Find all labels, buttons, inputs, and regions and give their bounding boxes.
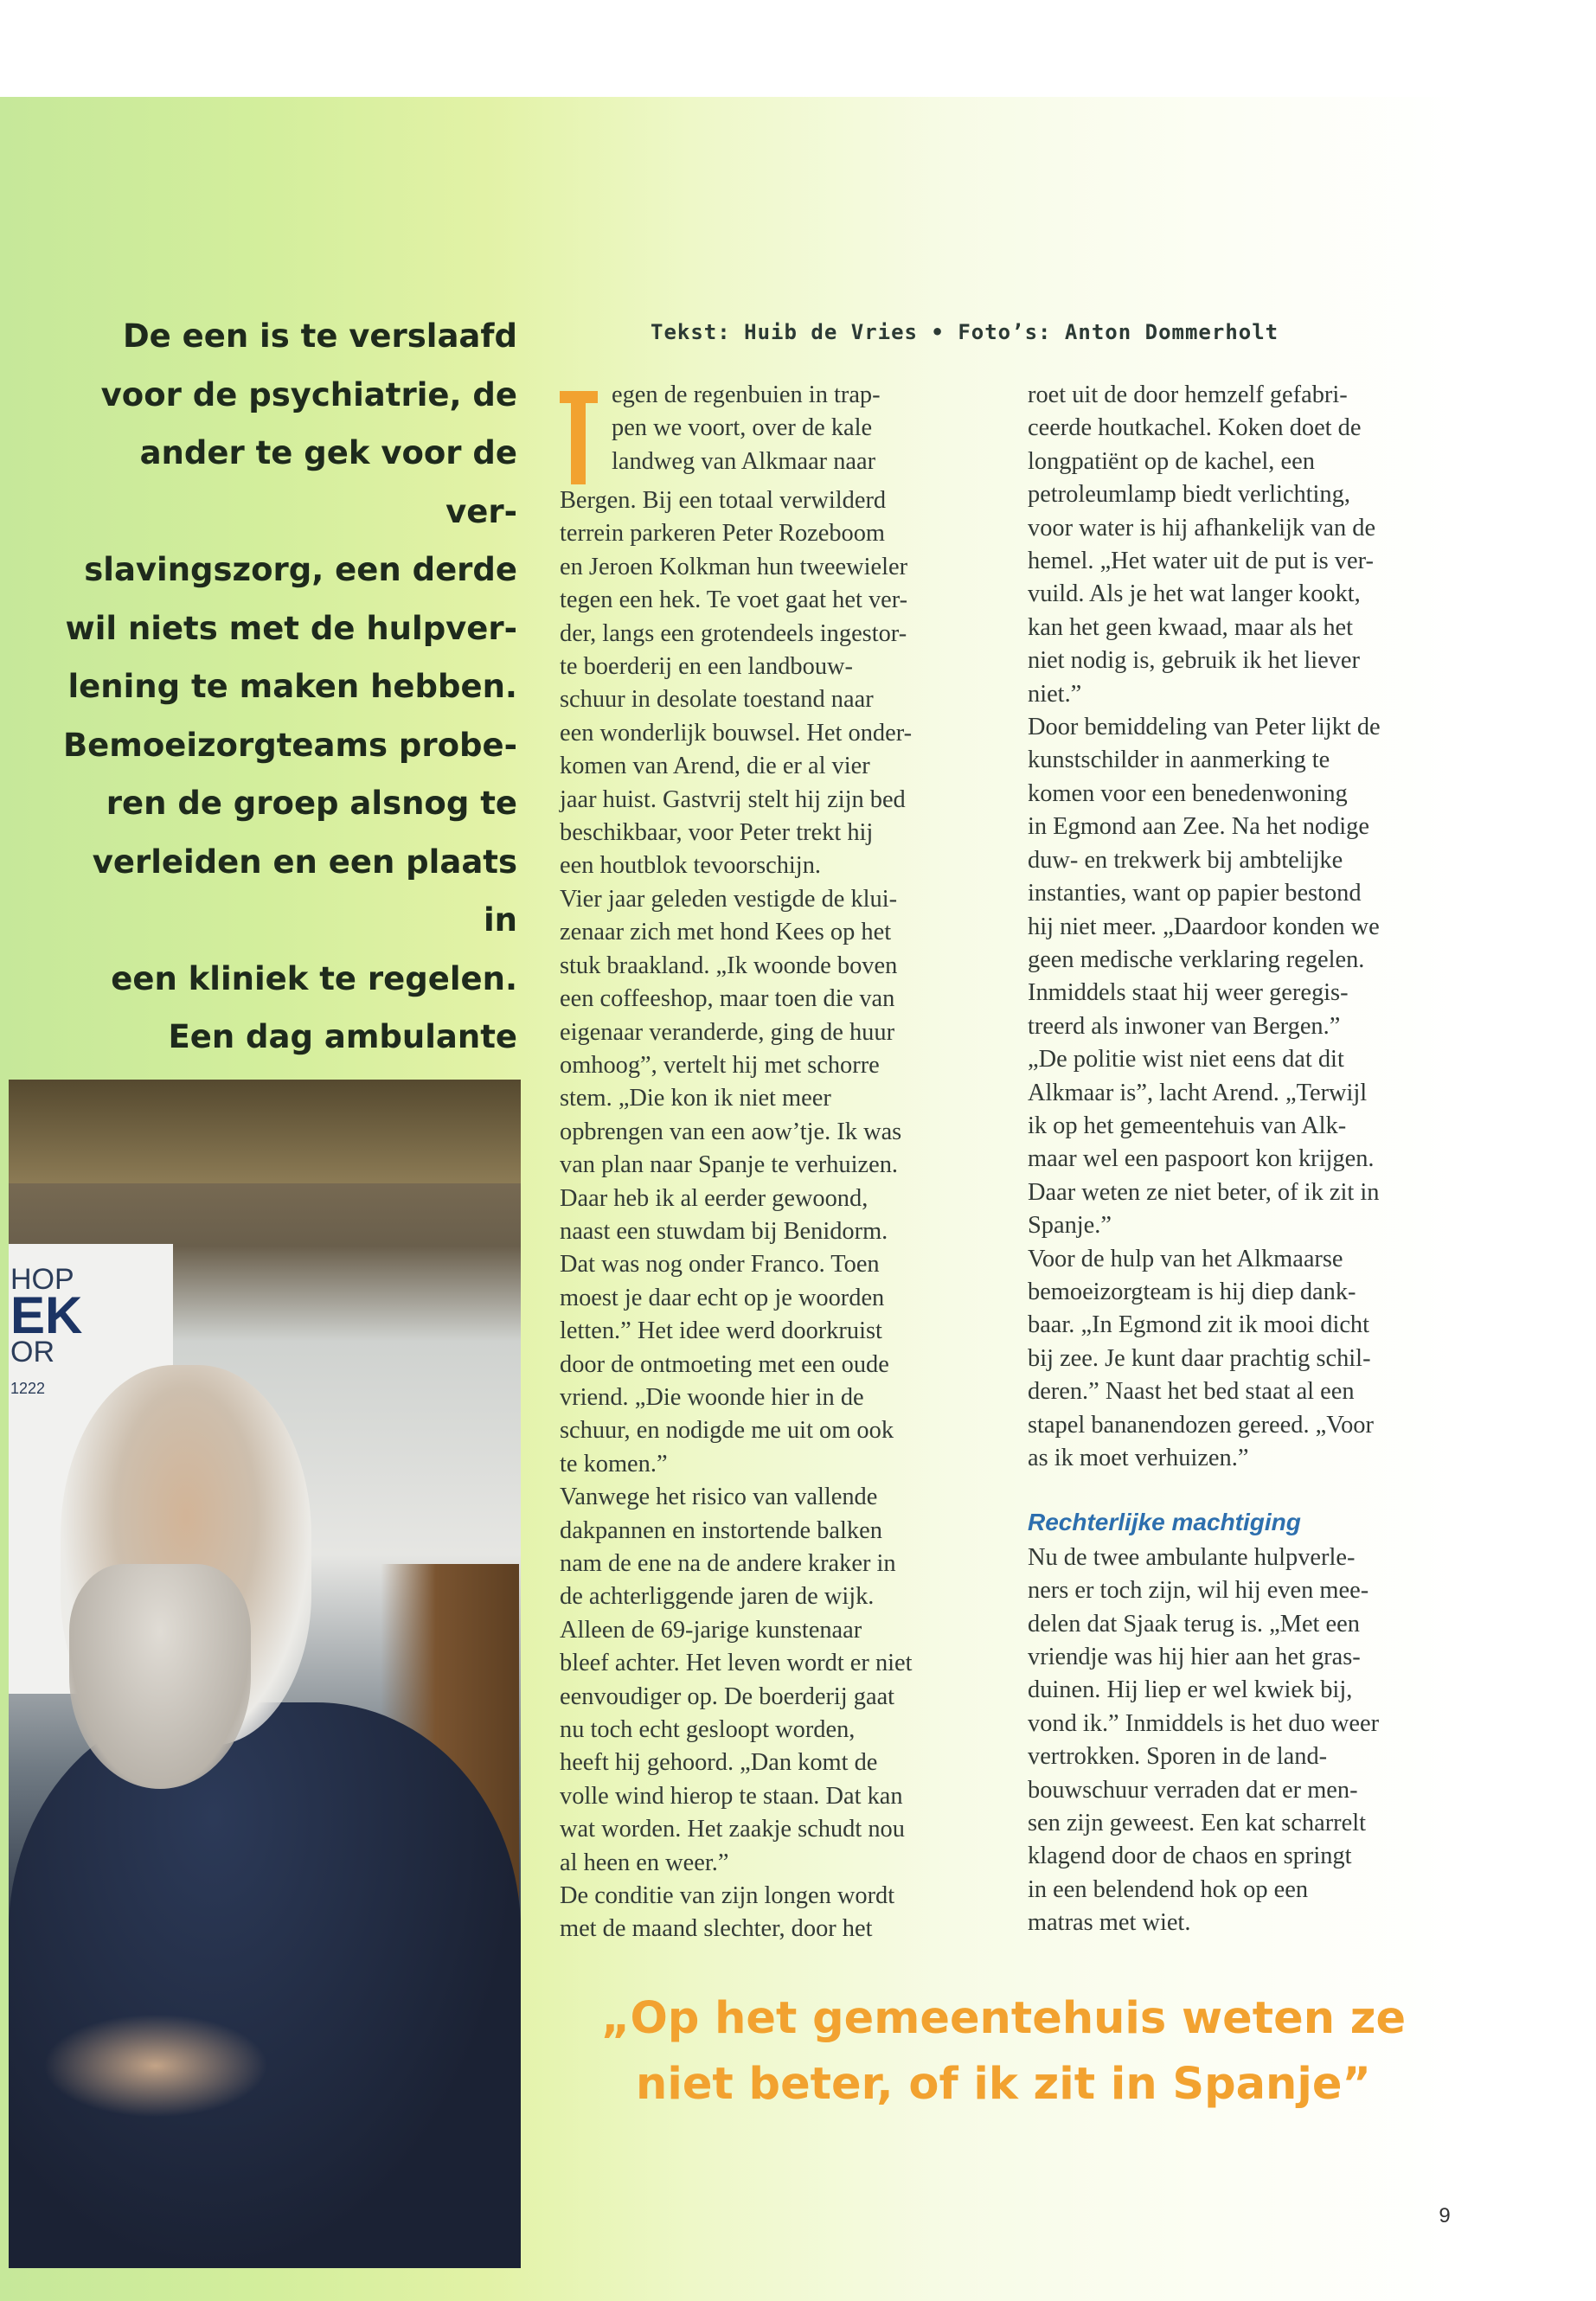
intro-line: wil niets met de hulpver- — [65, 609, 517, 647]
col1-line: pen we voort, over de kale — [612, 414, 873, 442]
col2-line: duw- en trekwerk bij ambtelijke — [1028, 846, 1343, 874]
col1-line: nam de ene na de andere kraker in — [560, 1550, 896, 1577]
col2-line: vriendje was hij hier aan het gras- — [1028, 1644, 1361, 1671]
intro-line: Een dag ambulante — [168, 1018, 517, 1055]
dropcap-t-stem — [571, 391, 586, 484]
intro-line: ander te gek voor de ver- — [139, 434, 517, 530]
col2-line: vond ik.” Inmiddels is het duo weer — [1028, 1709, 1380, 1737]
photo-man-body — [9, 1702, 521, 2268]
col2-line: hij niet meer. „Daardoor konden we — [1028, 913, 1380, 940]
photo-sign-text — [10, 1261, 82, 1407]
col1-line: beschikbaar, voor Peter trekt hij — [560, 819, 874, 847]
sign-line: EK — [10, 1286, 83, 1344]
col2-line: as ik moet verhuizen.” — [1028, 1445, 1249, 1471]
col1-line: egen de regenbuien in trap- — [612, 381, 881, 408]
col2-line: in een belendend hok op een — [1028, 1875, 1309, 1903]
col1-line: eigenaar veranderde, ging de huur — [560, 1018, 895, 1046]
col2-line: stapel bananendozen gereed. „Voor — [1028, 1411, 1374, 1439]
col2-line: in Egmond aan Zee. Na het nodige — [1028, 813, 1369, 841]
pull-quote-line: niet beter, of ik zit in Spanje” — [636, 2059, 1371, 2110]
col1-line: Daar heb ik al eerder gewoond, — [560, 1184, 869, 1212]
col1-line: en Jeroen Kolkman hun tweewieler — [560, 553, 908, 580]
col2-line: kan het geen kwaad, maar als het — [1028, 613, 1354, 641]
article-column-1 — [560, 379, 992, 1946]
col2-line: instanties, want op papier bestond — [1028, 880, 1362, 907]
col1-line: bleef achter. Het leven wordt er niet — [560, 1650, 913, 1677]
page-number: 9 — [1439, 2204, 1451, 2227]
article-column-2 — [1028, 379, 1465, 1940]
col1-line: van plan naar Spanje te verhuizen. — [560, 1151, 898, 1179]
col2-line: ceerde houtkachel. Koken doet de — [1028, 414, 1362, 442]
col1-line: moest je daar echt op je woorden — [560, 1284, 885, 1311]
col2-line: niet nodig is, gebruik ik het liever — [1028, 647, 1360, 675]
col1-line: al heen en weer.” — [560, 1849, 729, 1876]
intro-line: De een is te verslaafd — [122, 317, 517, 355]
intro-line: Bemoeizorgteams probe- — [62, 726, 517, 764]
col2-line: klagend door de chaos en springt — [1028, 1843, 1352, 1870]
pull-quote — [571, 1986, 1436, 2118]
col1-line: met de maand slechter, door het — [560, 1915, 873, 1943]
sign-line: HOP — [10, 1263, 74, 1296]
col1-line: jaar huist. Gastvrij stelt hij zijn bed — [560, 785, 906, 813]
col2-line: bouwschuur verraden dat er men- — [1028, 1776, 1358, 1804]
col1-line: te komen.” — [560, 1450, 668, 1477]
col1-line: te boerderij en een landbouw- — [560, 653, 853, 681]
col2-line: petroleumlamp biedt verlichting, — [1028, 481, 1350, 509]
col1-line: schuur, en nodigde me uit om ook — [560, 1417, 894, 1445]
col1-line: een coffeeshop, maar toen die van — [560, 985, 895, 1013]
col2-line: vertrokken. Sporen in de land- — [1028, 1743, 1328, 1771]
col2-line: baar. „In Egmond zit ik mooi dicht — [1028, 1311, 1370, 1339]
col1-line: schuur in desolate toestand naar — [560, 686, 874, 714]
col1-line: der, langs een grotendeels ingestor- — [560, 619, 907, 647]
col2-line: hemel. „Het water uit de put is ver- — [1028, 548, 1374, 575]
col1-line: Vanwege het risico van vallende — [560, 1484, 878, 1511]
col1-line: nu toch echt gesloopt worden, — [560, 1716, 856, 1744]
col2-line: Alkmaar is”, lacht Arend. „Terwijl — [1028, 1079, 1368, 1106]
col2-line: kunstschilder in aanmerking te — [1028, 747, 1330, 774]
col2-line: matras met wiet. — [1028, 1909, 1191, 1937]
col1-line: De conditie van zijn longen wordt — [560, 1882, 895, 1910]
col2-line: delen dat Sjaak terug is. „Met een — [1028, 1610, 1360, 1638]
intro-line: slavingszorg, een derde — [84, 551, 517, 588]
col1-line: door de ontmoeting met een oude — [560, 1350, 889, 1378]
col2-line: maar wel een paspoort kon krijgen. — [1028, 1145, 1375, 1173]
portrait-photo — [9, 1080, 521, 2268]
col1-line: dakpannen en instortende balken — [560, 1516, 882, 1544]
intro-line: ren de groep alsnog te — [106, 785, 517, 822]
col2-line: niet.” — [1028, 680, 1082, 708]
col1-line: Vier jaar geleden vestigde de klui- — [560, 885, 898, 913]
intro-line: lening te maken hebben. — [67, 668, 517, 705]
intro-line: verleiden en een plaats in — [92, 843, 517, 939]
col1-line: een wonderlijk bouwsel. Het onder- — [560, 719, 913, 747]
col1-line: stem. „Die kon ik niet meer — [560, 1085, 831, 1112]
col2-line: sen zijn geweest. Een kat scharrelt — [1028, 1810, 1366, 1837]
col2-line: bij zee. Je kunt daar prachtig schil- — [1028, 1344, 1371, 1372]
col1-line: komen van Arend, die er al vier — [560, 753, 870, 780]
col2-line: ik op het gemeentehuis van Alk- — [1028, 1112, 1347, 1139]
col1-line: Dat was nog onder Franco. Toen — [560, 1251, 880, 1279]
col1-line: volle wind hierop te staan. Dat kan — [560, 1782, 903, 1810]
col1-line: omhoog”, vertelt hij met schorre — [560, 1051, 880, 1079]
col2-line: komen voor een benedenwoning — [1028, 779, 1348, 807]
col1-line: naast een stuwdam bij Benidorm. — [560, 1217, 888, 1245]
col1-line: Bergen. Bij een totaal verwilderd — [560, 487, 887, 514]
col1-line: een houtblok tevoorschijn. — [560, 852, 821, 880]
col2-line: geen medische verklaring regelen. — [1028, 945, 1365, 973]
col1-line: zenaar zich met hond Kees op het — [560, 919, 892, 946]
col1-line: eenvoudiger op. De boerderij gaat — [560, 1682, 895, 1710]
col1-line: vriend. „Die woonde hier in de — [560, 1383, 864, 1411]
col2-line: treerd als inwoner van Bergen.” — [1028, 1012, 1341, 1040]
intro-line: voor de psychiatrie, de — [100, 375, 517, 413]
col1-line: letten.” Het idee werd doorkruist — [560, 1317, 882, 1345]
col1-line: wat worden. Het zaakje schudt nou — [560, 1816, 905, 1843]
subheading: Rechterlijke machtiging — [1028, 1509, 1301, 1536]
col1-line: stuk braakland. „Ik woonde boven — [560, 952, 898, 979]
col2-line: longpatiënt op de kachel, een — [1028, 447, 1315, 475]
col2-line: deren.” Naast het bed staat al een — [1028, 1378, 1355, 1406]
byline-credits: Tekst: Huib de Vries • Foto’s: Anton Dommerholt — [651, 320, 1279, 344]
col2-line: vuild. Als je het wat langer kookt, — [1028, 580, 1361, 608]
col1-line: Alleen de 69-jarige kunstenaar — [560, 1616, 862, 1644]
col2-line: Inmiddels staat hij weer geregis- — [1028, 979, 1349, 1007]
col2-line: Nu de twee ambulante hulpverle- — [1028, 1543, 1356, 1571]
intro-line: een kliniek te regelen. — [111, 959, 517, 997]
col1-line: landweg van Alkmaar naar — [612, 447, 876, 475]
photo-man-beard — [69, 1564, 251, 1789]
col2-line: voor water is hij afhankelijk van de — [1028, 514, 1376, 542]
col2-line: Door bemiddeling van Peter lijkt de — [1028, 714, 1381, 741]
col1-line: terrein parkeren Peter Rozeboom — [560, 520, 886, 548]
col1-line: tegen een hek. Te voet gaat het ver- — [560, 586, 908, 614]
pull-quote-line: „Op het gemeentehuis weten ze — [600, 1993, 1407, 2044]
col1-line: heeft hij gehoord. „Dan komt de — [560, 1749, 878, 1777]
col1-line: opbrengen van een aow’tje. Ik was — [560, 1118, 902, 1145]
sign-line: OR — [10, 1336, 54, 1368]
photo-man-hands — [43, 2014, 268, 2118]
sign-line: 1222 — [10, 1380, 46, 1397]
col2-line: Voor de hulp van het Alkmaarse — [1028, 1245, 1343, 1272]
col2-line: „De politie wist niet eens dat dit — [1028, 1046, 1344, 1074]
photo-ceiling-beam — [9, 1080, 521, 1183]
col2-line: Daar weten ze niet beter, of ik zit in — [1028, 1178, 1380, 1206]
page-top-margin — [0, 0, 1596, 97]
col2-line: bemoeizorgteam is hij diep dank- — [1028, 1278, 1356, 1305]
col1-line: de achterliggende jaren de wijk. — [560, 1583, 875, 1611]
col2-line: roet uit de door hemzelf gefabri- — [1028, 381, 1348, 408]
col2-line: ners er toch zijn, wil hij even mee- — [1028, 1577, 1369, 1605]
col2-line: Spanje.” — [1028, 1212, 1112, 1240]
col2-line: duinen. Hij liep er wel kwiek bij, — [1028, 1676, 1353, 1704]
dropcap — [560, 391, 598, 484]
